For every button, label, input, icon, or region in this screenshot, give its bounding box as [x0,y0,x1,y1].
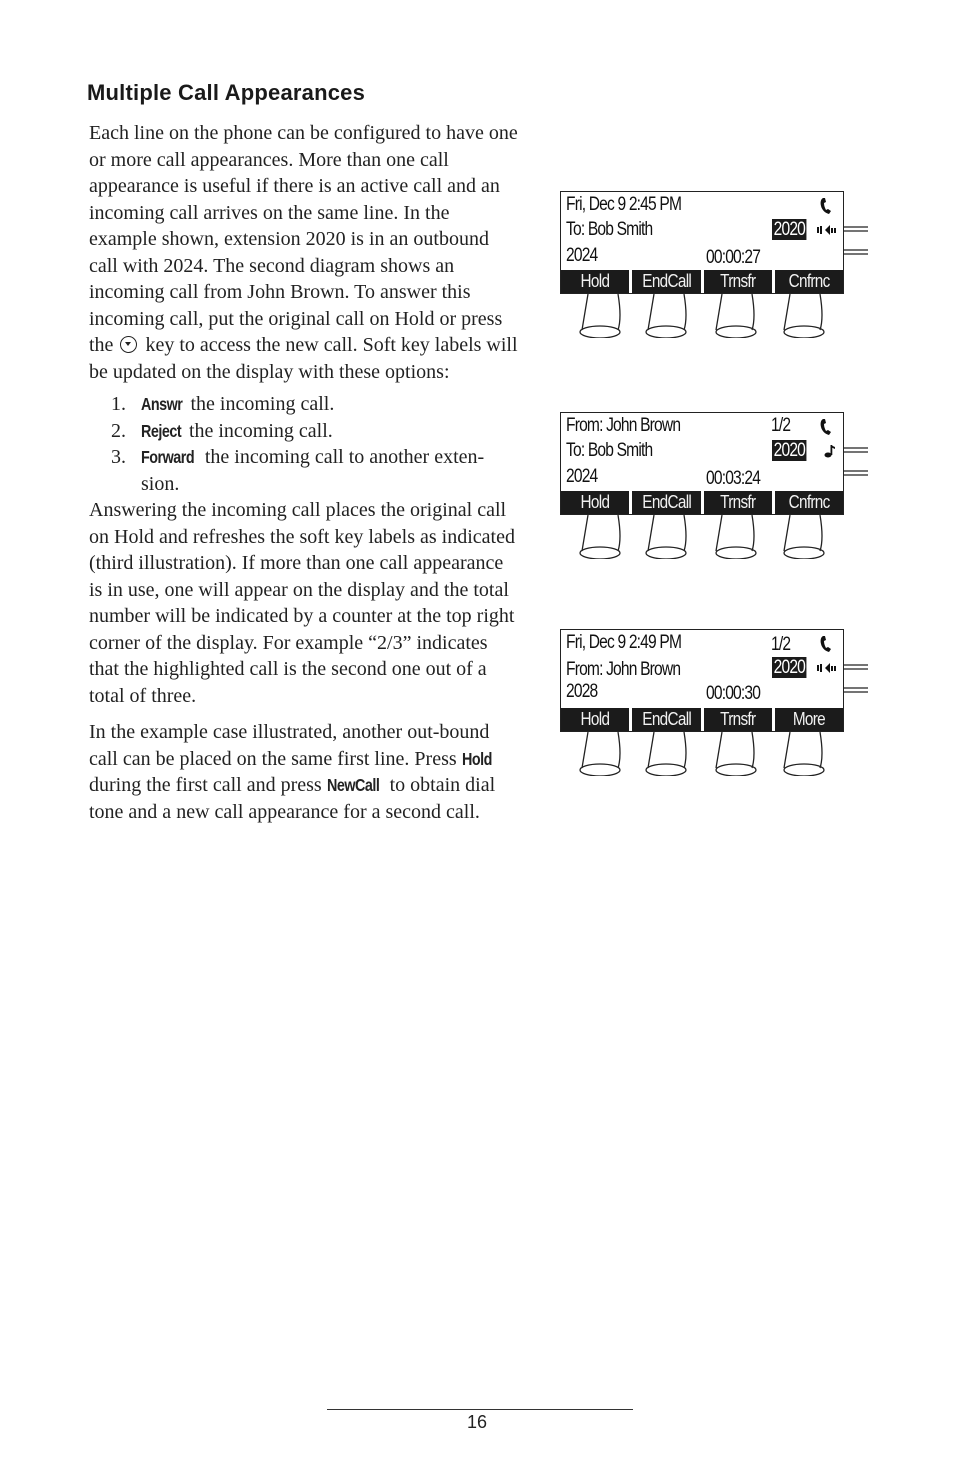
call-timer: 00:00:30 [706,683,761,704]
list-text: the incoming call. [185,393,335,415]
softkey-label: More [775,708,843,731]
options-list [89,391,521,497]
intro-text-1: Each line on the phone can be configured to have one or more call appearances. More than one call appearance is useful if there is an active call and an incoming call arrives on the same line. In the example shown, extension 2020 is in an outbound call with 2024. The second diagram shows an incoming call from John Brown. To answer this incoming call, put the original call on Hold or press the [89,122,518,356]
down-arrow-key-icon [120,336,137,353]
display-date-time: Fri, Dec 9 2:45 PM [566,194,682,215]
softkey-label-bar [561,270,843,293]
call-timer: 00:03:24 [706,468,761,489]
softkey-label: Cnfrnc [775,270,843,293]
line-key-leads [844,447,868,477]
answer-paragraph: Answering the incoming call places the original call on Hold and refreshes the soft key labels as indicated (third illustration). If more than one call appearance is in use, one will appear on the display and the total number will be indicated by a counter at the top right corner of the display. For example “2/3” indicates that the highlighted call is the second one out of a total of three. [89,499,515,707]
line-key-leads [844,664,868,694]
call-timer: 00:00:27 [706,247,761,268]
list-number: 1. [111,393,126,415]
list-item [89,391,521,418]
softkey-label: EndCall [632,270,700,293]
softkey-label: Hold [561,270,629,293]
softkey-name: Reject [141,420,182,441]
outbound-paragraph [89,719,521,825]
phone-display-answered-call [560,629,844,732]
phone-display-incoming-call [560,412,844,515]
line-key-leads [844,226,868,256]
softkey-buttons [560,513,850,559]
softkey-name: Answr [141,394,183,414]
para-text: to obtain dial tone and a new call appearance for a second call. [89,774,496,823]
softkey-buttons [560,292,850,338]
extension-indicator: 2020 [773,219,806,240]
softkey-buttons [560,730,850,776]
list-number: 2. [111,419,126,442]
list-number: 3. [111,446,126,468]
list-item [89,418,521,445]
softkey-name: Forward [141,447,195,467]
display-party: From: John Brown [566,659,681,680]
intro-paragraph [89,120,521,385]
softkey-label-bar [561,491,843,514]
list-text: the incoming call. [183,419,333,442]
softkey-label: Trnsfr [704,491,772,514]
section-heading: Multiple Call Appearances [87,80,366,105]
phone-display-outbound-call [560,191,844,294]
list-text: the incoming call to another exten-sion. [141,446,485,495]
display-party: To: Bob Smith [566,219,653,240]
speaker-icon [817,660,839,676]
handset-icon [819,634,837,654]
softkey-label: EndCall [632,708,700,731]
softkey-label: Trnsfr [704,708,772,731]
softkey-label: Hold [561,708,629,731]
softkey-label: EndCall [632,491,700,514]
intro-text-2: key to access the new call. Soft key labels will be updated on the display with these options: [89,334,518,383]
extension-indicator: 2020 [773,657,806,678]
handset-icon [819,196,837,216]
page-number: 16 [466,1412,488,1432]
softkey-name: NewCall [326,775,380,795]
display-remote-ext: 2024 [566,466,598,487]
body-text-column [89,120,521,825]
extension-indicator: 2020 [773,440,806,461]
display-remote-ext: 2028 [566,681,598,702]
para-text: during the first call and press [89,774,327,796]
softkey-label: Cnfrnc [775,491,843,514]
para-text: In the example case illustrated, another out-bound call can be placed on the same first line. Press [89,721,490,770]
handset-icon [819,417,837,437]
ringer-note-icon [817,443,839,459]
softkey-label: Trnsfr [704,270,772,293]
display-remote-ext: 2024 [566,245,598,266]
footer-rule [327,1409,633,1410]
display-date-time: Fri, Dec 9 2:49 PM [566,632,682,653]
list-item [89,444,521,497]
softkey-label: Hold [561,491,629,514]
display-party: To: Bob Smith [566,440,653,461]
call-appearance-counter: 1/2 [771,634,791,655]
softkey-label-bar [561,708,843,731]
softkey-name: Hold [461,748,492,769]
display-caller: From: John Brown [566,415,681,436]
call-appearance-counter: 1/2 [771,415,791,436]
speaker-icon [817,222,839,238]
